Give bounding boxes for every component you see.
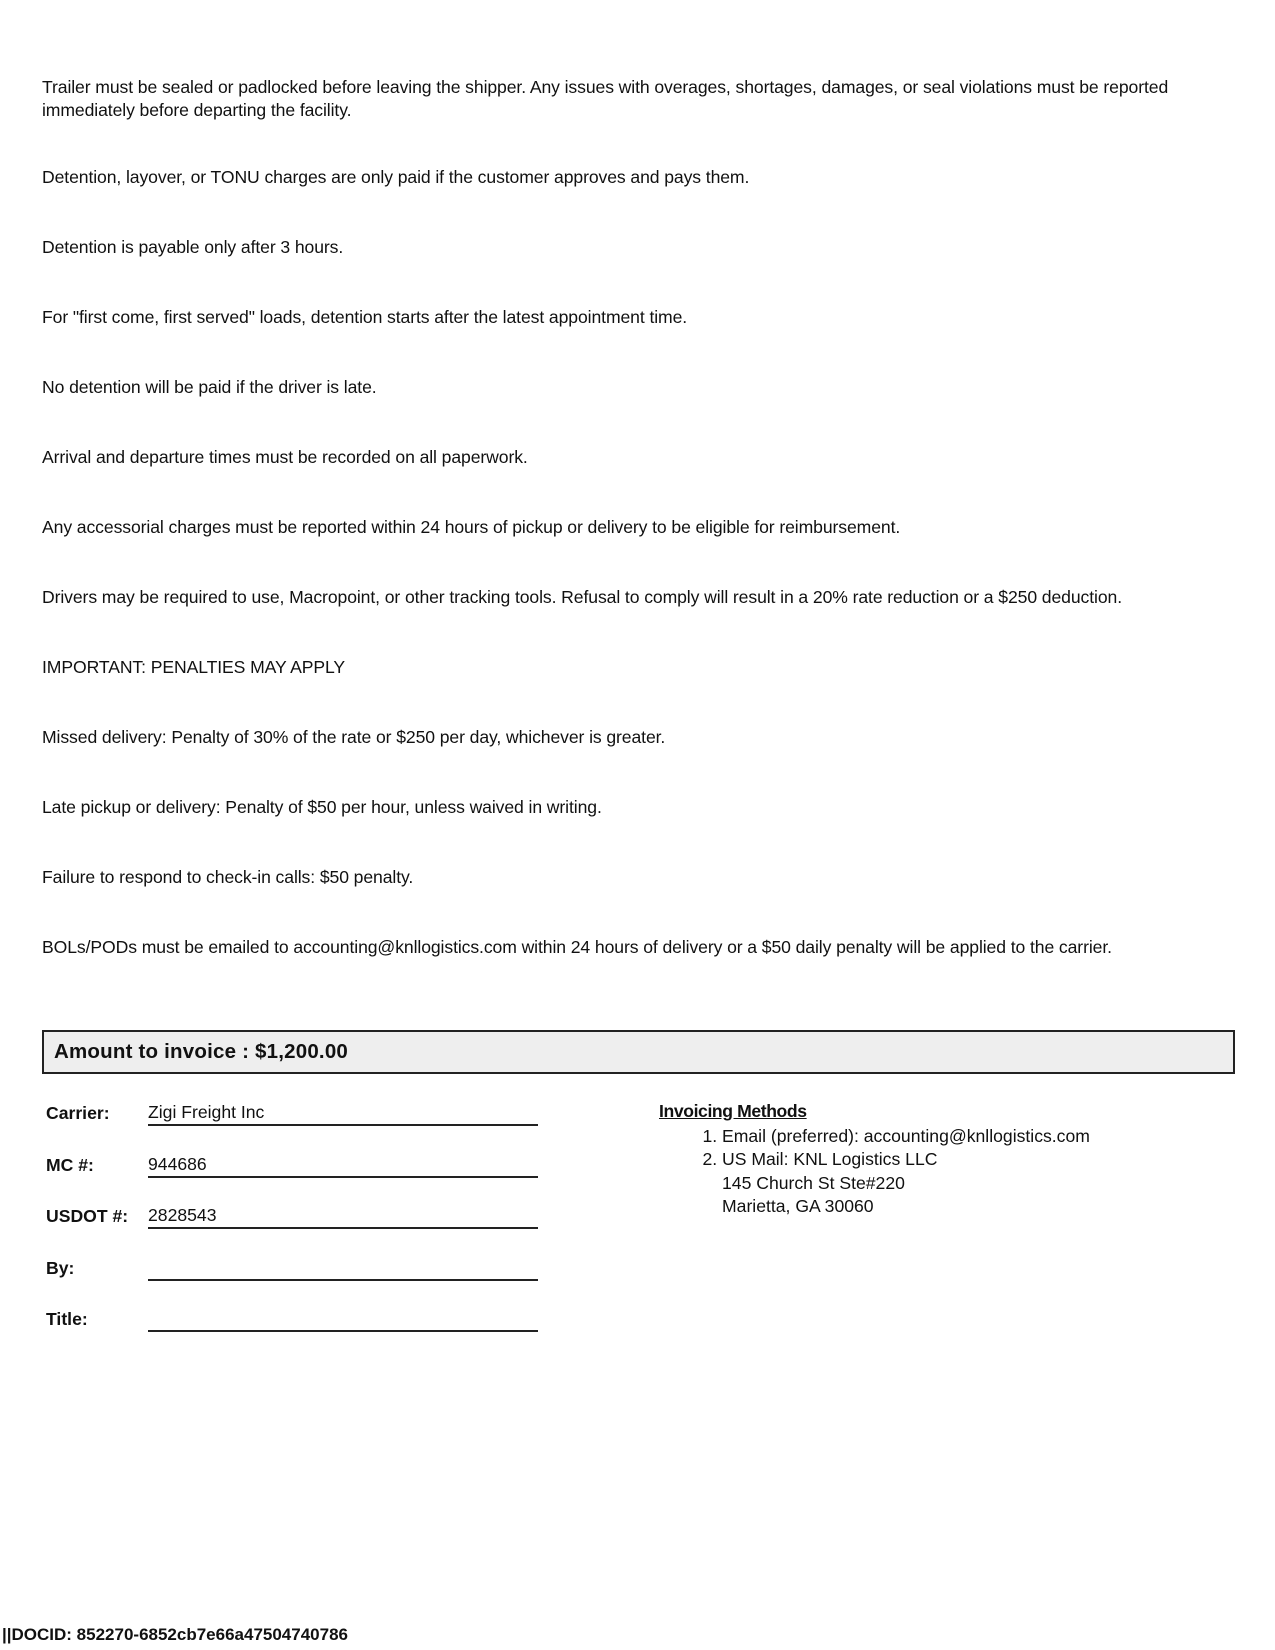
- term-penalties-heading: IMPORTANT: PENALTIES MAY APPLY: [42, 657, 346, 677]
- invoicing-methods-heading: Invoicing Methods: [659, 1101, 807, 1121]
- title-row: [46, 1306, 546, 1358]
- term-tracking: Drivers may be required to use, Macropoint, or other tracking tools. Refusal to comply will result in a 20% rate reduction or a $250 deduction.: [42, 587, 1122, 607]
- term-detention-approval: Detention, layover, or TONU charges are only paid if the customer approves and pays them.: [42, 167, 750, 187]
- terms-list: [42, 76, 1242, 1006]
- invoicing-address-line2: Marietta, GA 30060: [722, 1196, 874, 1216]
- title-field[interactable]: [148, 1306, 538, 1332]
- term-first-come: For "first come, first served" loads, detention starts after the latest appointment time.: [42, 307, 688, 327]
- invoicing-address-line1: 145 Church St Ste#220: [722, 1172, 905, 1193]
- carrier-field[interactable]: Zigi Freight Inc: [148, 1100, 538, 1126]
- term-accessorial: Any accessorial charges must be reported within 24 hours of pickup or delivery to be eligible for reimbursement.: [42, 517, 901, 537]
- amount-to-invoice-box: [42, 1030, 1235, 1074]
- invoicing-mail-text: US Mail: KNL Logistics LLC: [722, 1149, 938, 1169]
- term-detention-hours: Detention is payable only after 3 hours.: [42, 237, 344, 257]
- term-driver-late: No detention will be paid if the driver is late.: [42, 377, 377, 397]
- term-missed-delivery: Missed delivery: Penalty of 30% of the rate or $250 per day, whichever is greater.: [42, 727, 666, 747]
- mc-field[interactable]: 944686: [148, 1152, 538, 1178]
- invoicing-methods: [659, 1100, 1219, 1219]
- invoicing-method-mail: [722, 1148, 1219, 1219]
- usdot-label: USDOT #:: [46, 1206, 129, 1226]
- carrier-row: [46, 1100, 546, 1152]
- document-id: ||DOCID: 852270-6852cb7e66a47504740786: [2, 1625, 348, 1644]
- invoicing-methods-list: [659, 1125, 1219, 1219]
- mc-label: MC #:: [46, 1154, 94, 1175]
- term-bol-pod: BOLs/PODs must be emailed to accounting@knllogistics.com within 24 hours of delivery or a $50 daily penalty will be applied to the carrier.: [42, 937, 1112, 957]
- usdot-row: [46, 1203, 546, 1255]
- by-label: By:: [46, 1257, 75, 1278]
- invoicing-email-text: Email (preferred): accounting@knllogistics.com: [722, 1125, 1090, 1146]
- term-seal-requirement: Trailer must be sealed or padlocked before leaving the shipper. Any issues with overages, shortages, damages, or seal violations must be reported immediately before departing the facility.: [42, 77, 1169, 120]
- term-check-in: Failure to respond to check-in calls: $50 penalty.: [42, 867, 414, 887]
- carrier-signature-block: [46, 1100, 546, 1358]
- by-field[interactable]: [148, 1255, 538, 1281]
- carrier-label: Carrier:: [46, 1103, 110, 1123]
- title-label: Title:: [46, 1309, 88, 1329]
- amount-to-invoice: Amount to invoice : $1,200.00: [54, 1040, 349, 1063]
- mc-row: [46, 1152, 546, 1204]
- usdot-field[interactable]: 2828543: [148, 1203, 538, 1229]
- invoicing-method-email: [722, 1125, 1219, 1149]
- by-row: [46, 1255, 546, 1307]
- term-late-pickup: Late pickup or delivery: Penalty of $50 per hour, unless waived in writing.: [42, 797, 602, 817]
- term-times-recorded: Arrival and departure times must be recorded on all paperwork.: [42, 447, 528, 467]
